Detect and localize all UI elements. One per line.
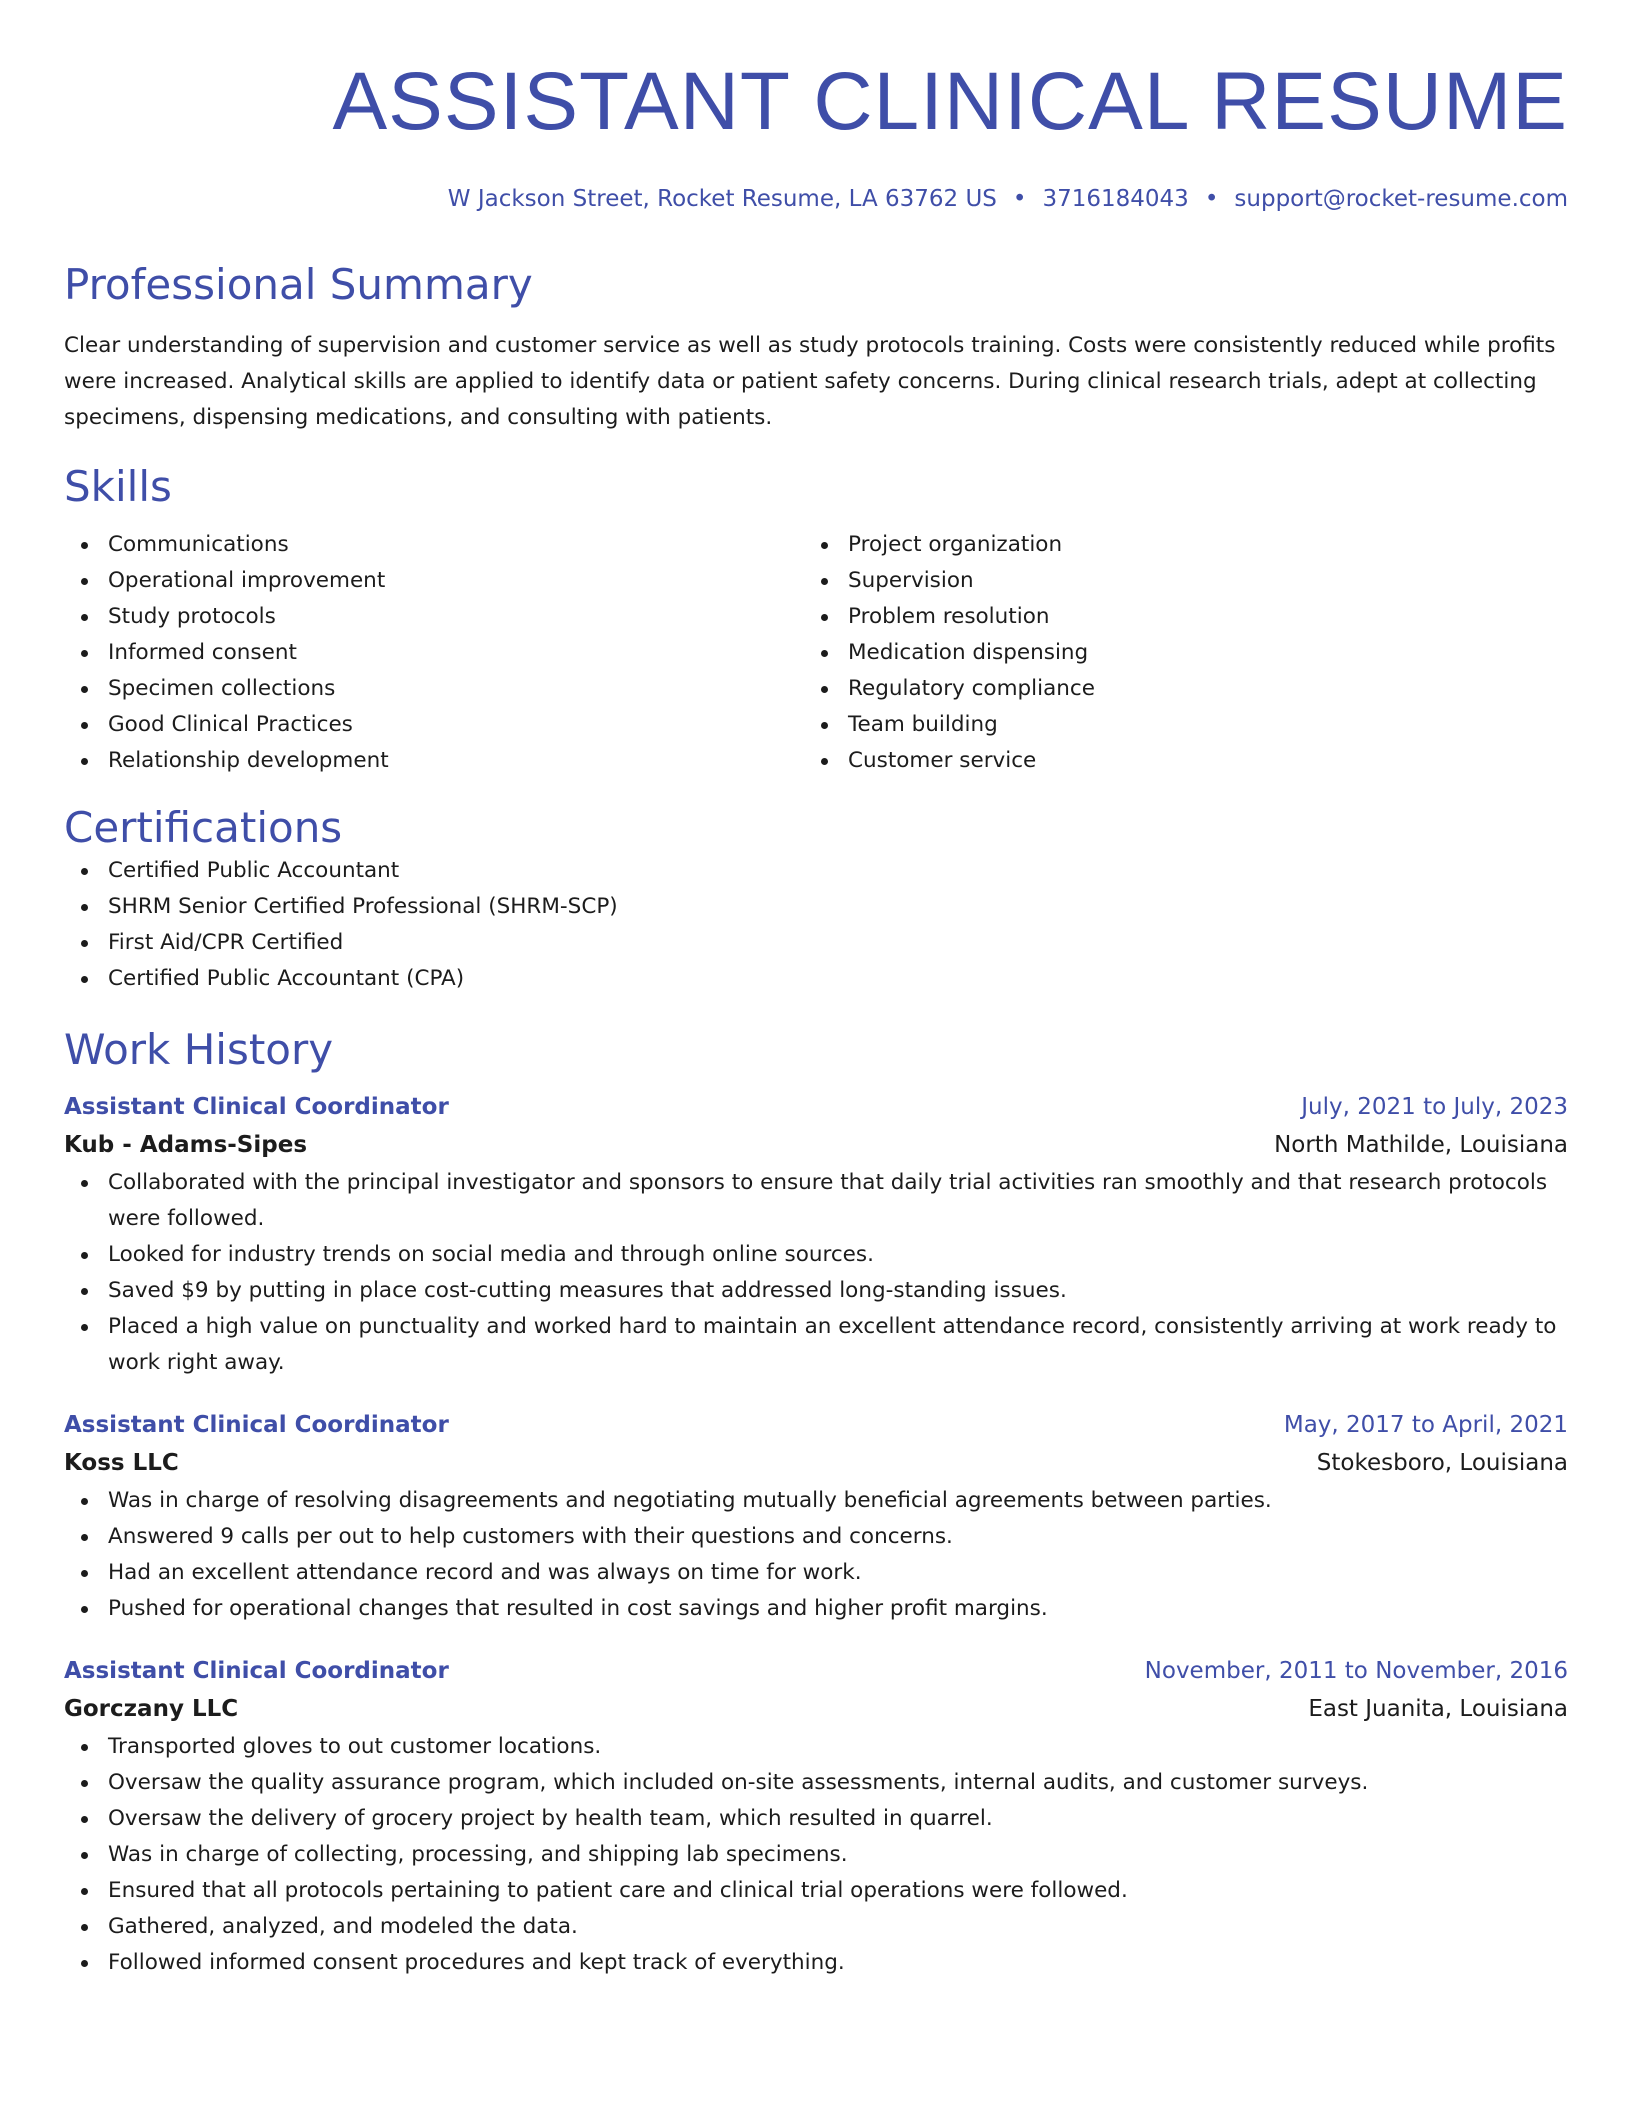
job-header-row	[64, 1407, 1568, 1443]
job-header-row	[64, 1653, 1568, 1689]
job-duty-item: Pushed for operational changes that resulted in cost savings and higher profit margins.	[64, 1591, 1568, 1627]
contact-address: W Jackson Street, Rocket Resume, LA 63762 US	[447, 186, 997, 212]
job-duty-item: Oversaw the delivery of grocery project by health team, which resulted in quarrel.	[64, 1801, 1568, 1837]
job-duty-item: Was in charge of resolving disagreements and negotiating mutually beneficial agreements between parties.	[64, 1483, 1568, 1519]
certification-item: Certified Public Accountant (CPA)	[64, 961, 1568, 997]
skills-list-right	[804, 527, 1544, 779]
job-duty-item: Gathered, analyzed, and modeled the data.	[64, 1909, 1568, 1945]
skill-item: Regulatory compliance	[804, 671, 1544, 707]
skill-item: Good Clinical Practices	[64, 707, 804, 743]
contact-line	[64, 184, 1568, 214]
job-header-row	[64, 1089, 1568, 1125]
job-company-row	[64, 1689, 1568, 1729]
certifications-section	[64, 803, 1568, 997]
resume-name: ASSISTANT CLINICAL RESUME	[332, 56, 1568, 147]
skill-item: Study protocols	[64, 599, 804, 635]
job-entry	[64, 1089, 1568, 1381]
job-duty-item: Saved $9 by putting in place cost-cutting measures that addressed long-standing issues.	[64, 1273, 1568, 1309]
section-title-summary: Professional Summary	[64, 260, 533, 309]
job-dates: November, 2011 to November, 2016	[1144, 1658, 1568, 1684]
section-title-certifications: Certifications	[64, 803, 343, 852]
job-dates: May, 2017 to April, 2021	[1283, 1412, 1568, 1438]
contact-separator: •	[1204, 186, 1219, 212]
job-duties-list	[64, 1729, 1568, 1981]
skill-item: Problem resolution	[804, 599, 1544, 635]
certifications-list	[64, 853, 1568, 997]
job-duty-item: Answered 9 calls per out to help customers with their questions and concerns.	[64, 1519, 1568, 1555]
job-duties-list	[64, 1483, 1568, 1627]
job-duty-item: Collaborated with the principal investigator and sponsors to ensure that daily trial activities ran smoothly and that research protocols were followed.	[64, 1165, 1568, 1237]
section-title-skills: Skills	[64, 462, 172, 511]
job-entry	[64, 1653, 1568, 1981]
job-title: Assistant Clinical Coordinator	[64, 1412, 449, 1438]
job-company-row	[64, 1443, 1568, 1483]
resume-header	[64, 56, 1568, 214]
skill-item: Medication dispensing	[804, 635, 1544, 671]
job-dates: July, 2021 to July, 2023	[1301, 1094, 1568, 1120]
skill-item: Informed consent	[64, 635, 804, 671]
job-duty-item: Had an excellent attendance record and was always on time for work.	[64, 1555, 1568, 1591]
job-duty-item: Was in charge of collecting, processing, and shipping lab specimens.	[64, 1837, 1568, 1873]
skill-item: Communications	[64, 527, 804, 563]
section-title-work-history: Work History	[64, 1025, 334, 1074]
job-duty-item: Transported gloves to out customer locations.	[64, 1729, 1568, 1765]
skill-item: Operational improvement	[64, 563, 804, 599]
job-entry	[64, 1407, 1568, 1627]
contact-separator: •	[1012, 186, 1027, 212]
job-location: Stokesboro, Louisiana	[1316, 1450, 1568, 1476]
certification-item: SHRM Senior Certified Professional (SHRM-SCP)	[64, 889, 1568, 925]
job-company: Koss LLC	[64, 1450, 179, 1476]
skill-item: Customer service	[804, 743, 1544, 779]
skills-section	[64, 462, 1568, 779]
skill-item: Specimen collections	[64, 671, 804, 707]
job-duty-item: Placed a high value on punctuality and worked hard to maintain an excellent attendance record, consistently arriving at work ready to work right away.	[64, 1309, 1568, 1381]
job-title: Assistant Clinical Coordinator	[64, 1094, 449, 1120]
skills-grid	[64, 527, 1568, 779]
job-duty-item: Looked for industry trends on social media and through online sources.	[64, 1237, 1568, 1273]
contact-email[interactable]: support@rocket-resume.com	[1234, 186, 1568, 212]
job-duties-list	[64, 1165, 1568, 1381]
work-history-section	[64, 1025, 1568, 1981]
job-location: East Juanita, Louisiana	[1308, 1696, 1568, 1722]
summary-text: Clear understanding of supervision and customer service as well as study protocols training. Costs were consistently reduced while profits were increased. Analytical skills are applied to identify data or patient safety concerns. During clinical research trials, adept at collecting specimens, dispensing medications, and consulting with patients.	[64, 333, 1556, 430]
skills-list-left	[64, 527, 804, 779]
skill-item: Team building	[804, 707, 1544, 743]
skill-item: Project organization	[804, 527, 1544, 563]
certification-item: First Aid/CPR Certified	[64, 925, 1568, 961]
job-location: North Mathilde, Louisiana	[1274, 1132, 1568, 1158]
job-company-row	[64, 1125, 1568, 1165]
skill-item: Supervision	[804, 563, 1544, 599]
skill-item: Relationship development	[64, 743, 804, 779]
contact-phone: 3716184043	[1042, 186, 1189, 212]
job-duty-item: Followed informed consent procedures and kept track of everything.	[64, 1945, 1568, 1981]
job-duty-item: Ensured that all protocols pertaining to patient care and clinical trial operations were followed.	[64, 1873, 1568, 1909]
job-company: Kub - Adams-Sipes	[64, 1132, 308, 1158]
job-duty-item: Oversaw the quality assurance program, which included on-site assessments, internal audits, and customer surveys.	[64, 1765, 1568, 1801]
job-title: Assistant Clinical Coordinator	[64, 1658, 449, 1684]
job-company: Gorczany LLC	[64, 1696, 239, 1722]
certification-item: Certified Public Accountant	[64, 853, 1568, 889]
professional-summary-section	[64, 260, 1568, 436]
